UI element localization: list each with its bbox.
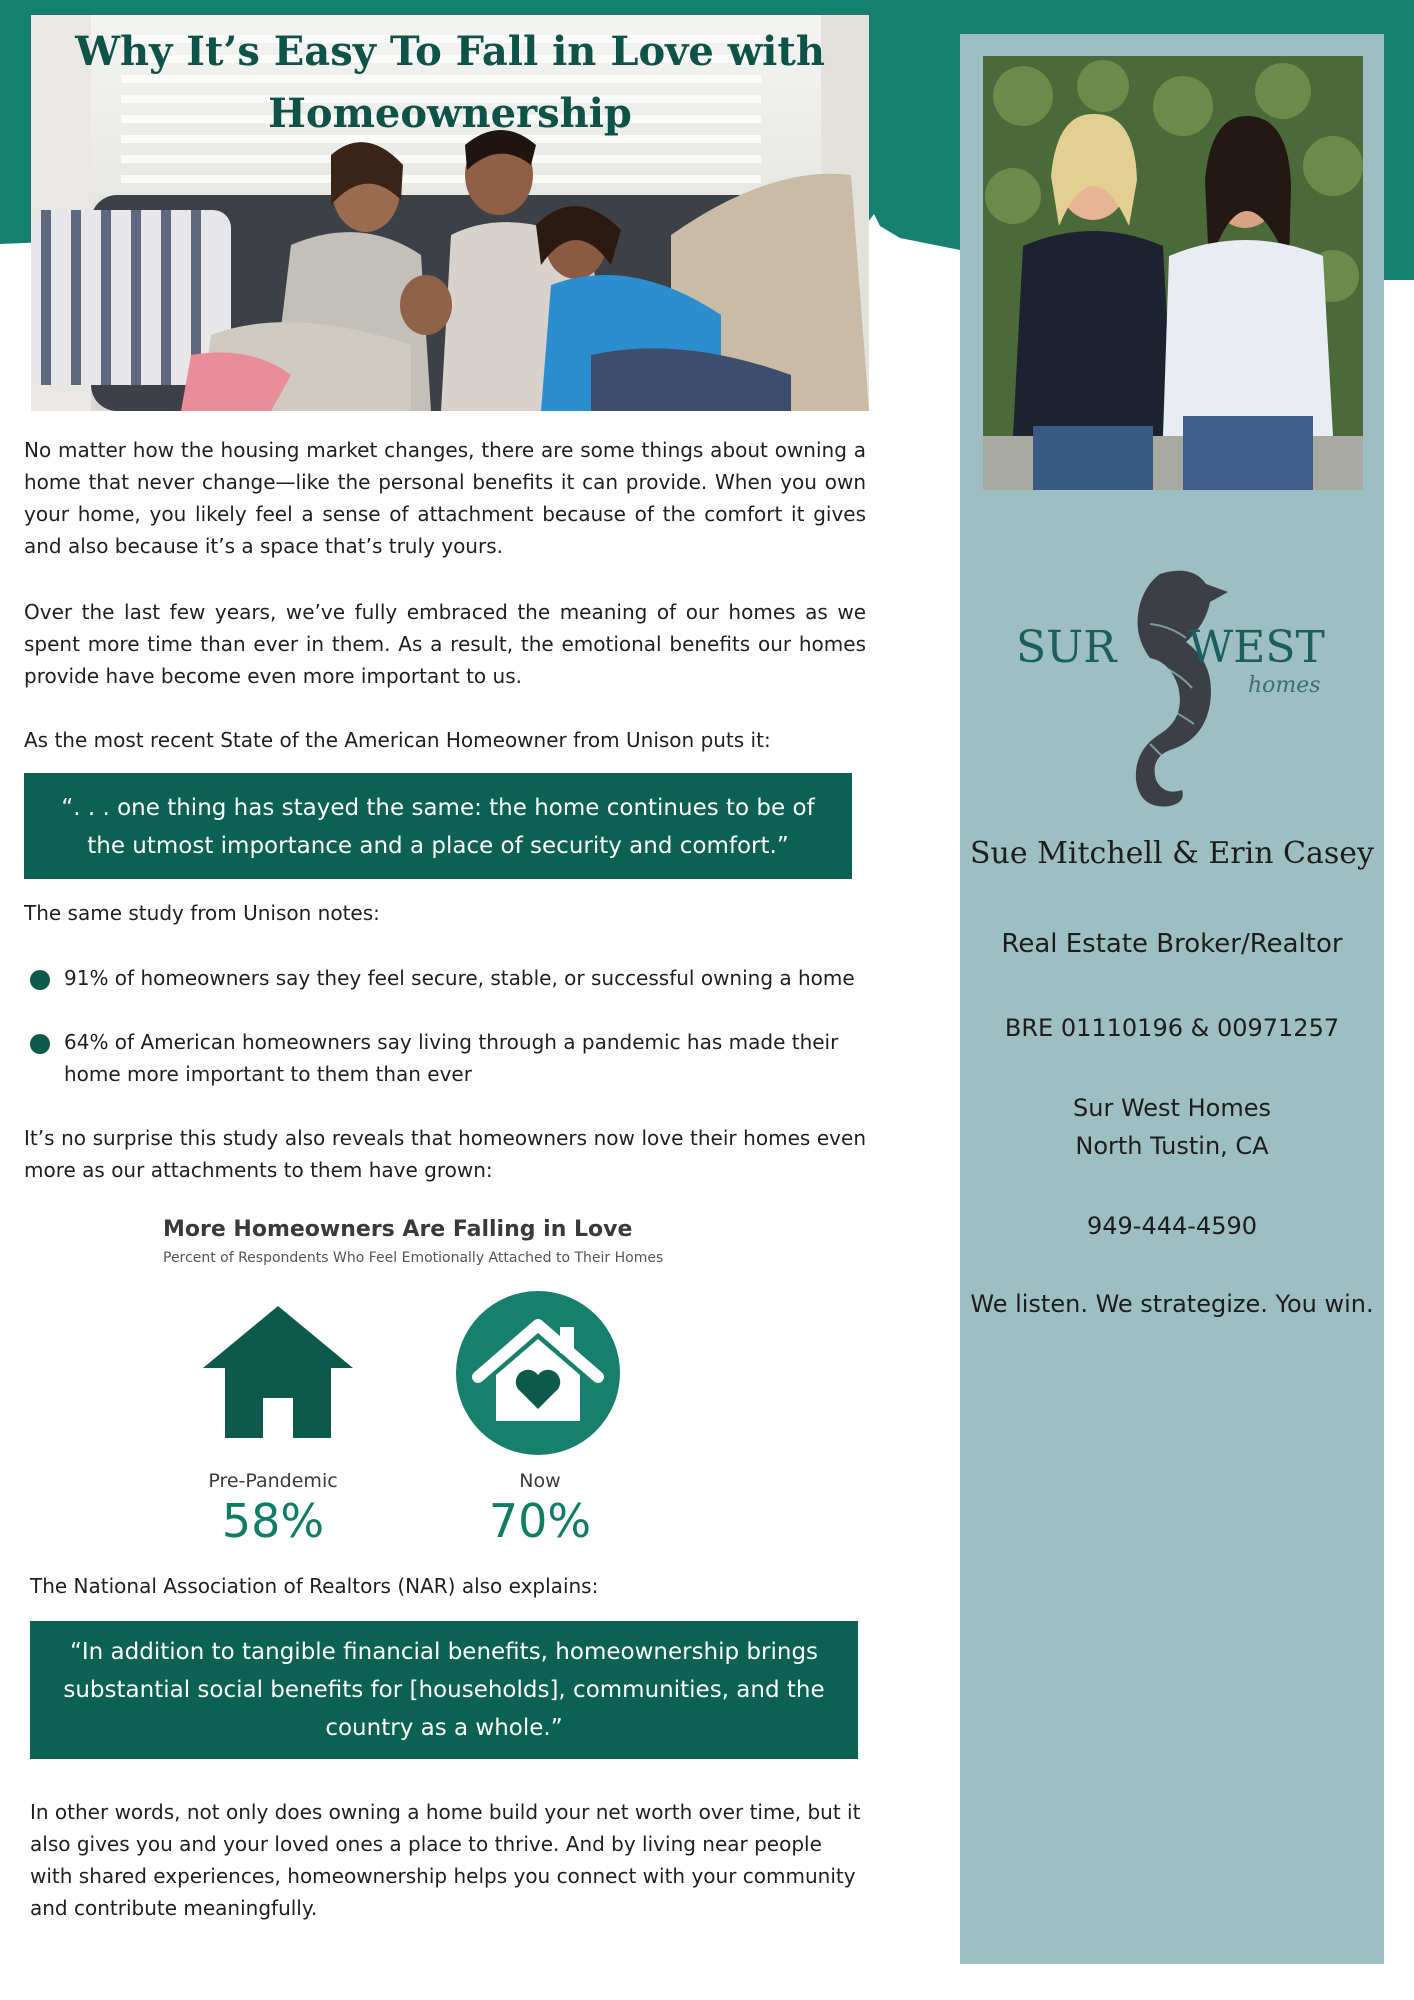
- heart-house-icon: [456, 1291, 620, 1455]
- paragraph-study-notes: The same study from Unison notes:: [24, 901, 380, 925]
- paragraph-unison-lead: As the most recent State of the American Homeowner from Unison puts it:: [24, 728, 771, 752]
- agents-portrait: [983, 56, 1363, 490]
- paragraph-intro: No matter how the housing market changes, there are some things about owning a home that never change—like the personal benefits it can provide. When you own your home, you likely feel a sense of attachment because of the comfort it gives and also because it’s a space that’s truly yours.: [24, 438, 866, 558]
- agent-license: BRE 01110196 & 00971257: [1004, 1014, 1340, 1042]
- agent-sidebar: [960, 34, 1384, 1964]
- page-title-line2: Homeownership: [268, 90, 632, 137]
- paragraph-nar-lead: The National Association of Realtors (NAR) also explains:: [30, 1574, 599, 1598]
- now-value: 70%: [488, 1494, 592, 1548]
- agent-phone: 949-444-4590: [1086, 1212, 1257, 1240]
- infographic-title: More Homeowners Are Falling in Love: [163, 1217, 633, 1242]
- list-item-text: 91% of homeowners say they feel secure, stable, or successful owning a home: [64, 966, 855, 990]
- pre-pandemic-value: 58%: [221, 1494, 325, 1548]
- list-item-text: 64% of American homeowners say living through a pandemic has made their home more important to them than ever: [64, 1030, 839, 1086]
- agent-city: North Tustin, CA: [1075, 1132, 1269, 1160]
- agent-tagline: We listen. We strategize. You win.: [970, 1290, 1374, 1318]
- bullet-dot-icon: [30, 970, 50, 990]
- page-title: [31, 21, 869, 145]
- logo-word-homes: homes: [1248, 673, 1321, 698]
- paragraph-surprise: It’s no surprise this study also reveals that homeowners now love their homes even more as our attachments to them have grown:: [24, 1126, 866, 1182]
- agent-names: Sue Mitchell & Erin Casey: [969, 836, 1374, 871]
- pre-pandemic-label: Pre-Pandemic: [208, 1470, 338, 1492]
- agent-company: Sur West Homes: [1073, 1094, 1271, 1122]
- infographic-subtitle: Percent of Respondents Who Feel Emotionally Attached to Their Homes: [163, 1250, 664, 1266]
- now-label: Now: [519, 1470, 561, 1492]
- sur-west-logo: [1010, 554, 1334, 814]
- logo-word-sur: SUR: [1016, 622, 1117, 673]
- paragraph-embrace: Over the last few years, we’ve fully embraced the meaning of our homes as we spent more time than ever in them. As a result, the emotional benefits our homes provide have become even more important to us.: [24, 600, 866, 688]
- quote-nar: “In addition to tangible financial benefits, homeownership brings substantial social benefits for [households], communities, and the country as a whole.”: [30, 1621, 858, 1759]
- agent-title: Real Estate Broker/Realtor: [1001, 929, 1343, 959]
- bullet-dot-icon: [30, 1034, 50, 1054]
- logo-word-west: WEST: [1188, 622, 1325, 673]
- quote-unison: “. . . one thing has stayed the same: the home continues to be of the utmost importance and a place of security and comfort.”: [24, 773, 852, 879]
- hero-image: [31, 15, 869, 411]
- page-title-line1: Why It’s Easy To Fall in Love with: [75, 28, 825, 75]
- house-icon: [203, 1306, 353, 1438]
- agent-photo: [983, 56, 1363, 490]
- paragraph-conclusion: In other words, not only does owning a home build your net worth over time, but it also gives you and your loved ones a place to thrive. And by living near people with shared experiences, homeownership helps you connect with your community and contribute meaningfully.: [30, 1800, 861, 1920]
